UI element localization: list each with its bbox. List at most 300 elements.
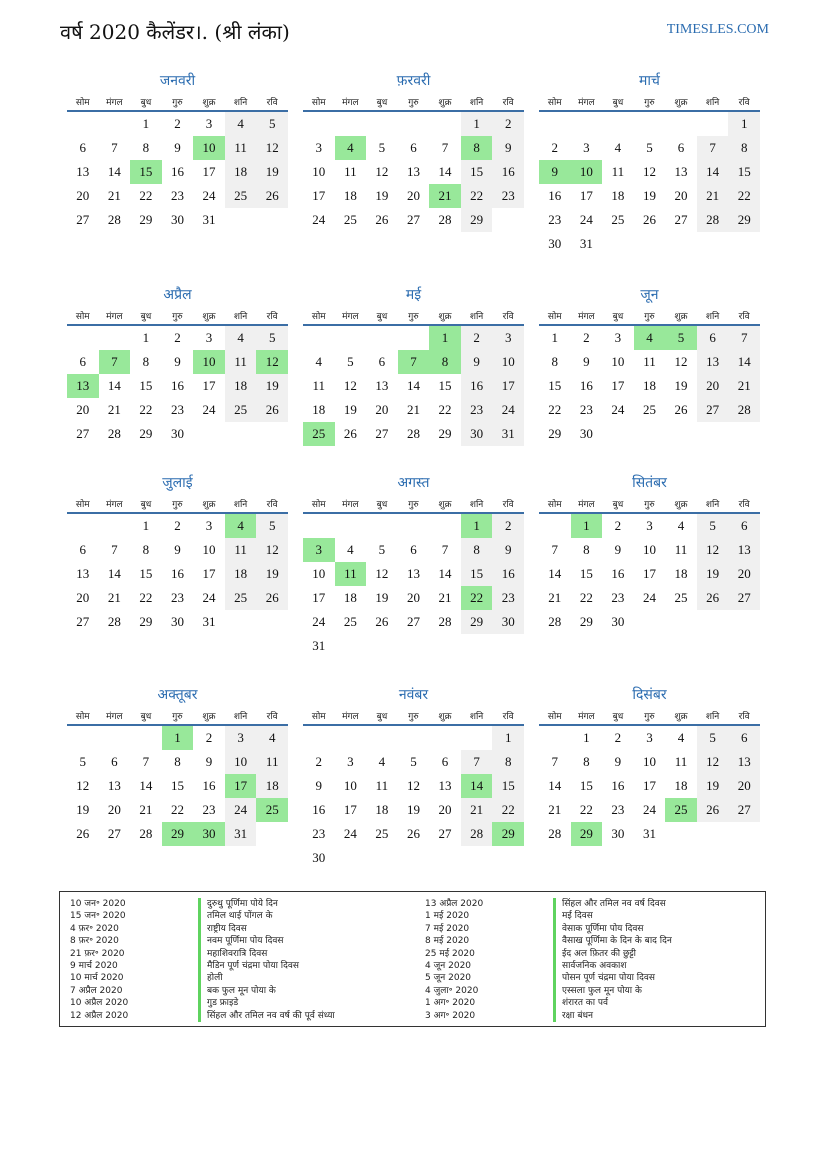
day-cell[interactable]: 3 [347, 754, 354, 769]
day-cell[interactable]: 11 [611, 164, 625, 179]
day-cell[interactable]: 10 [571, 160, 603, 184]
day-cell[interactable]: 5 [665, 325, 697, 350]
day-cell[interactable]: 19 [375, 590, 389, 605]
day-cell[interactable]: 30 [611, 614, 625, 629]
day-cell[interactable]: 2 [583, 330, 590, 345]
day-cell[interactable]: 28 [107, 212, 121, 227]
day-cell[interactable]: 27 [438, 826, 452, 841]
day-cell[interactable]: 1 [583, 730, 590, 745]
day-cell[interactable]: 29 [579, 614, 593, 629]
day-cell[interactable]: 30 [611, 826, 625, 841]
day-cell[interactable]: 26 [406, 826, 420, 841]
day-cell[interactable]: 28 [107, 426, 121, 441]
day-cell[interactable]: 21 [107, 590, 121, 605]
day-cell[interactable]: 15 [461, 562, 493, 586]
day-cell[interactable]: 25 [642, 402, 656, 417]
day-cell[interactable]: 1 [142, 116, 150, 131]
day-cell[interactable]: 16 [492, 562, 524, 586]
day-cell[interactable]: 25 [611, 212, 625, 227]
day-cell[interactable]: 23 [548, 212, 562, 227]
day-cell[interactable]: 24 [202, 402, 216, 417]
day-cell[interactable]: 3 [315, 140, 323, 155]
day-cell[interactable]: 23 [461, 398, 493, 422]
day-cell[interactable]: 18 [225, 562, 257, 586]
day-cell[interactable]: 29 [548, 426, 562, 441]
day-cell[interactable]: 24 [312, 212, 326, 227]
day-cell[interactable]: 1 [461, 111, 493, 136]
day-cell[interactable]: 7 [551, 542, 559, 557]
day-cell[interactable]: 31 [225, 822, 257, 846]
day-cell[interactable]: 26 [375, 212, 389, 227]
day-cell[interactable]: 3 [205, 518, 213, 533]
day-cell[interactable]: 31 [202, 614, 216, 629]
day-cell[interactable]: 7 [697, 136, 729, 160]
day-cell[interactable]: 30 [548, 236, 562, 251]
day-cell[interactable]: 6 [410, 542, 417, 557]
day-cell[interactable]: 17 [611, 378, 625, 393]
day-cell[interactable]: 22 [548, 402, 562, 417]
day-cell[interactable]: 10 [312, 566, 326, 581]
day-cell[interactable]: 26 [674, 402, 688, 417]
day-cell[interactable]: 20 [76, 188, 90, 203]
day-cell[interactable]: 18 [343, 590, 357, 605]
day-cell[interactable]: 21 [107, 188, 121, 203]
day-cell[interactable]: 13 [76, 566, 90, 581]
day-cell[interactable]: 18 [256, 774, 288, 798]
day-cell[interactable]: 24 [492, 398, 524, 422]
day-cell[interactable]: 4 [634, 325, 666, 350]
day-cell[interactable]: 9 [174, 542, 181, 557]
day-cell[interactable]: 13 [406, 566, 420, 581]
day-cell[interactable]: 3 [205, 116, 213, 131]
day-cell[interactable]: 7 [728, 325, 760, 350]
day-cell[interactable]: 30 [461, 422, 493, 446]
day-cell[interactable]: 2 [614, 730, 622, 745]
day-cell[interactable]: 21 [697, 184, 729, 208]
day-cell[interactable]: 15 [579, 566, 593, 581]
day-cell[interactable]: 15 [492, 774, 524, 798]
day-cell[interactable]: 2 [174, 116, 181, 131]
day-cell[interactable]: 4 [335, 136, 367, 160]
day-cell[interactable]: 13 [76, 164, 90, 179]
day-cell[interactable]: 9 [539, 160, 571, 184]
day-cell[interactable]: 22 [139, 402, 153, 417]
day-cell[interactable]: 11 [225, 538, 257, 562]
day-cell[interactable]: 6 [79, 140, 87, 155]
day-cell[interactable]: 25 [375, 826, 389, 841]
day-cell[interactable]: 22 [438, 402, 452, 417]
day-cell[interactable]: 27 [375, 426, 389, 441]
day-cell[interactable]: 11 [674, 542, 688, 557]
day-cell[interactable]: 23 [202, 802, 216, 817]
day-cell[interactable]: 8 [142, 354, 150, 369]
day-cell[interactable]: 5 [378, 140, 386, 155]
day-cell[interactable]: 14 [107, 378, 121, 393]
day-cell[interactable]: 5 [347, 354, 354, 369]
day-cell[interactable]: 14 [697, 160, 729, 184]
day-cell[interactable]: 23 [611, 802, 625, 817]
day-cell[interactable]: 11 [225, 136, 257, 160]
day-cell[interactable]: 16 [461, 374, 493, 398]
day-cell[interactable]: 30 [193, 822, 225, 846]
day-cell[interactable]: 25 [674, 590, 688, 605]
day-cell[interactable]: 22 [139, 590, 153, 605]
day-cell[interactable]: 3 [205, 330, 213, 345]
day-cell[interactable]: 1 [461, 513, 493, 538]
day-cell[interactable]: 2 [174, 518, 181, 533]
day-cell[interactable]: 19 [343, 402, 357, 417]
day-cell[interactable]: 12 [697, 538, 729, 562]
day-cell[interactable]: 19 [256, 374, 288, 398]
day-cell[interactable]: 15 [438, 378, 452, 393]
day-cell[interactable]: 27 [76, 212, 90, 227]
day-cell[interactable]: 25 [225, 398, 257, 422]
day-cell[interactable]: 3 [646, 518, 653, 533]
day-cell[interactable]: 24 [202, 590, 216, 605]
day-cell[interactable]: 2 [492, 513, 524, 538]
day-cell[interactable]: 8 [461, 136, 493, 160]
day-cell[interactable]: 23 [579, 402, 593, 417]
day-cell[interactable]: 8 [142, 542, 150, 557]
day-cell[interactable]: 30 [579, 426, 593, 441]
day-cell[interactable]: 21 [728, 374, 760, 398]
day-cell[interactable]: 5 [79, 754, 87, 769]
day-cell[interactable]: 20 [697, 374, 729, 398]
day-cell[interactable]: 19 [76, 802, 90, 817]
day-cell[interactable]: 15 [170, 778, 184, 793]
day-cell[interactable]: 14 [548, 566, 562, 581]
day-cell[interactable]: 20 [438, 802, 452, 817]
day-cell[interactable]: 8 [583, 754, 590, 769]
day-cell[interactable]: 26 [256, 586, 288, 610]
day-cell[interactable]: 31 [642, 826, 656, 841]
day-cell[interactable]: 3 [583, 140, 590, 155]
day-cell[interactable]: 18 [225, 160, 257, 184]
day-cell[interactable]: 7 [441, 140, 449, 155]
day-cell[interactable]: 5 [256, 513, 288, 538]
day-cell[interactable]: 5 [646, 140, 653, 155]
day-cell[interactable]: 22 [728, 184, 760, 208]
day-cell[interactable]: 28 [107, 614, 121, 629]
day-cell[interactable]: 20 [674, 188, 688, 203]
day-cell[interactable]: 21 [548, 590, 562, 605]
day-cell[interactable]: 15 [139, 566, 153, 581]
day-cell[interactable]: 6 [410, 140, 417, 155]
day-cell[interactable]: 6 [79, 542, 87, 557]
day-cell[interactable]: 6 [728, 513, 760, 538]
day-cell[interactable]: 10 [343, 778, 357, 793]
day-cell[interactable]: 3 [492, 325, 524, 350]
day-cell[interactable]: 4 [256, 725, 288, 750]
day-cell[interactable]: 12 [256, 350, 288, 374]
day-cell[interactable]: 16 [548, 188, 562, 203]
day-cell[interactable]: 29 [461, 208, 493, 232]
day-cell[interactable]: 13 [697, 350, 729, 374]
day-cell[interactable]: 29 [162, 822, 194, 846]
day-cell[interactable]: 15 [728, 160, 760, 184]
day-cell[interactable]: 31 [579, 236, 593, 251]
day-cell[interactable]: 30 [170, 614, 184, 629]
day-cell[interactable]: 17 [225, 774, 257, 798]
day-cell[interactable]: 13 [438, 778, 452, 793]
day-cell[interactable]: 5 [697, 513, 729, 538]
day-cell[interactable]: 18 [343, 188, 357, 203]
day-cell[interactable]: 8 [461, 538, 493, 562]
day-cell[interactable]: 14 [438, 566, 452, 581]
day-cell[interactable]: 7 [461, 750, 493, 774]
day-cell[interactable]: 28 [139, 826, 153, 841]
day-cell[interactable]: 13 [674, 164, 688, 179]
day-cell[interactable]: 6 [697, 325, 729, 350]
day-cell[interactable]: 22 [579, 590, 593, 605]
day-cell[interactable]: 10 [611, 354, 625, 369]
day-cell[interactable]: 19 [697, 562, 729, 586]
day-cell[interactable]: 18 [225, 374, 257, 398]
day-cell[interactable]: 7 [111, 542, 118, 557]
day-cell[interactable]: 15 [461, 160, 493, 184]
day-cell[interactable]: 18 [674, 566, 688, 581]
day-cell[interactable]: 31 [492, 422, 524, 446]
day-cell[interactable]: 5 [378, 542, 386, 557]
day-cell[interactable]: 20 [375, 402, 389, 417]
day-cell[interactable]: 21 [429, 184, 461, 208]
day-cell[interactable]: 30 [170, 426, 184, 441]
day-cell[interactable]: 2 [205, 730, 213, 745]
day-cell[interactable]: 28 [728, 398, 760, 422]
day-cell[interactable]: 13 [107, 778, 121, 793]
day-cell[interactable]: 7 [398, 350, 430, 374]
day-cell[interactable]: 26 [375, 614, 389, 629]
day-cell[interactable]: 11 [643, 354, 656, 369]
day-cell[interactable]: 11 [256, 750, 288, 774]
day-cell[interactable]: 27 [107, 826, 121, 841]
day-cell[interactable]: 14 [107, 566, 121, 581]
day-cell[interactable]: 6 [111, 754, 118, 769]
day-cell[interactable]: 25 [343, 614, 357, 629]
day-cell[interactable]: 9 [174, 140, 181, 155]
day-cell[interactable]: 25 [303, 422, 335, 446]
day-cell[interactable]: 20 [107, 802, 121, 817]
day-cell[interactable]: 2 [461, 325, 493, 350]
day-cell[interactable]: 13 [67, 374, 99, 398]
day-cell[interactable]: 8 [583, 542, 590, 557]
day-cell[interactable]: 24 [579, 212, 593, 227]
day-cell[interactable]: 14 [728, 350, 760, 374]
day-cell[interactable]: 8 [174, 754, 181, 769]
day-cell[interactable]: 8 [429, 350, 461, 374]
day-cell[interactable]: 11 [344, 164, 357, 179]
day-cell[interactable]: 14 [438, 164, 452, 179]
day-cell[interactable]: 19 [697, 774, 729, 798]
day-cell[interactable]: 24 [312, 614, 326, 629]
day-cell[interactable]: 11 [225, 350, 257, 374]
day-cell[interactable]: 23 [611, 590, 625, 605]
day-cell[interactable]: 7 [99, 350, 131, 374]
day-cell[interactable]: 5 [410, 754, 417, 769]
day-cell[interactable]: 27 [697, 398, 729, 422]
day-cell[interactable]: 16 [170, 566, 184, 581]
day-cell[interactable]: 24 [642, 802, 656, 817]
day-cell[interactable]: 10 [225, 750, 257, 774]
day-cell[interactable]: 18 [312, 402, 326, 417]
day-cell[interactable]: 27 [728, 798, 760, 822]
day-cell[interactable]: 12 [256, 538, 288, 562]
day-cell[interactable]: 19 [674, 378, 688, 393]
day-cell[interactable]: 21 [548, 802, 562, 817]
day-cell[interactable]: 26 [697, 586, 729, 610]
day-cell[interactable]: 15 [579, 778, 593, 793]
day-cell[interactable]: 23 [170, 188, 184, 203]
day-cell[interactable]: 4 [315, 354, 323, 369]
day-cell[interactable]: 22 [461, 586, 493, 610]
day-cell[interactable]: 12 [76, 778, 90, 793]
day-cell[interactable]: 23 [492, 586, 524, 610]
day-cell[interactable]: 14 [107, 164, 121, 179]
day-cell[interactable]: 19 [375, 188, 389, 203]
day-cell[interactable]: 7 [551, 754, 559, 769]
day-cell[interactable]: 6 [79, 354, 87, 369]
site-link[interactable]: TIMESLES.COM [666, 22, 769, 37]
day-cell[interactable]: 4 [225, 111, 257, 136]
day-cell[interactable]: 20 [406, 590, 420, 605]
day-cell[interactable]: 29 [139, 212, 153, 227]
day-cell[interactable]: 31 [312, 638, 326, 653]
day-cell[interactable]: 12 [343, 378, 357, 393]
day-cell[interactable]: 9 [583, 354, 590, 369]
day-cell[interactable]: 13 [375, 378, 389, 393]
day-cell[interactable]: 28 [461, 822, 493, 846]
day-cell[interactable]: 26 [642, 212, 656, 227]
day-cell[interactable]: 16 [170, 164, 184, 179]
day-cell[interactable]: 2 [614, 518, 622, 533]
day-cell[interactable]: 30 [170, 212, 184, 227]
day-cell[interactable]: 9 [614, 542, 622, 557]
day-cell[interactable]: 21 [139, 802, 153, 817]
day-cell[interactable]: 11 [312, 378, 326, 393]
day-cell[interactable]: 16 [492, 160, 524, 184]
day-cell[interactable]: 5 [256, 111, 288, 136]
day-cell[interactable]: 14 [548, 778, 562, 793]
day-cell[interactable]: 10 [492, 350, 524, 374]
day-cell[interactable]: 28 [438, 212, 452, 227]
day-cell[interactable]: 10 [202, 542, 216, 557]
day-cell[interactable]: 19 [256, 160, 288, 184]
day-cell[interactable]: 10 [642, 542, 656, 557]
day-cell[interactable]: 1 [142, 518, 150, 533]
day-cell[interactable]: 4 [347, 542, 354, 557]
day-cell[interactable]: 29 [571, 822, 603, 846]
day-cell[interactable]: 14 [406, 378, 420, 393]
day-cell[interactable]: 13 [728, 750, 760, 774]
day-cell[interactable]: 26 [256, 184, 288, 208]
day-cell[interactable]: 9 [205, 754, 213, 769]
day-cell[interactable]: 17 [202, 566, 216, 581]
day-cell[interactable]: 9 [492, 538, 524, 562]
day-cell[interactable]: 1 [551, 330, 559, 345]
day-cell[interactable]: 15 [139, 378, 153, 393]
day-cell[interactable]: 8 [492, 750, 524, 774]
day-cell[interactable]: 1 [492, 725, 524, 750]
day-cell[interactable]: 16 [202, 778, 216, 793]
day-cell[interactable]: 18 [375, 802, 389, 817]
day-cell[interactable]: 1 [162, 725, 194, 750]
day-cell[interactable]: 24 [642, 590, 656, 605]
day-cell[interactable]: 13 [406, 164, 420, 179]
day-cell[interactable]: 22 [170, 802, 184, 817]
day-cell[interactable]: 1 [728, 111, 760, 136]
day-cell[interactable]: 27 [406, 614, 420, 629]
day-cell[interactable]: 3 [646, 730, 653, 745]
day-cell[interactable]: 2 [315, 754, 323, 769]
day-cell[interactable]: 23 [170, 590, 184, 605]
day-cell[interactable]: 3 [303, 538, 335, 562]
day-cell[interactable]: 21 [461, 798, 493, 822]
day-cell[interactable]: 25 [343, 212, 357, 227]
day-cell[interactable]: 22 [579, 802, 593, 817]
day-cell[interactable]: 11 [375, 778, 389, 793]
day-cell[interactable]: 9 [492, 136, 524, 160]
day-cell[interactable]: 20 [728, 774, 760, 798]
day-cell[interactable]: 29 [438, 426, 452, 441]
day-cell[interactable]: 24 [343, 826, 357, 841]
day-cell[interactable]: 9 [315, 778, 323, 793]
day-cell[interactable]: 25 [256, 798, 288, 822]
day-cell[interactable]: 27 [674, 212, 688, 227]
day-cell[interactable]: 8 [142, 140, 150, 155]
day-cell[interactable]: 1 [429, 325, 461, 350]
day-cell[interactable]: 9 [174, 354, 181, 369]
day-cell[interactable]: 5 [697, 725, 729, 750]
day-cell[interactable]: 4 [677, 730, 685, 745]
day-cell[interactable]: 27 [406, 212, 420, 227]
day-cell[interactable]: 22 [139, 188, 153, 203]
day-cell[interactable]: 17 [312, 188, 326, 203]
day-cell[interactable]: 25 [665, 798, 697, 822]
day-cell[interactable]: 8 [551, 354, 559, 369]
day-cell[interactable]: 16 [579, 378, 593, 393]
day-cell[interactable]: 31 [202, 212, 216, 227]
day-cell[interactable]: 28 [548, 614, 562, 629]
day-cell[interactable]: 14 [139, 778, 153, 793]
day-cell[interactable]: 11 [674, 754, 688, 769]
day-cell[interactable]: 13 [728, 538, 760, 562]
day-cell[interactable]: 12 [375, 164, 389, 179]
day-cell[interactable]: 25 [225, 586, 257, 610]
day-cell[interactable]: 17 [492, 374, 524, 398]
day-cell[interactable]: 10 [193, 136, 225, 160]
day-cell[interactable]: 25 [225, 184, 257, 208]
day-cell[interactable]: 12 [642, 164, 656, 179]
day-cell[interactable]: 14 [461, 774, 493, 798]
day-cell[interactable]: 12 [256, 136, 288, 160]
day-cell[interactable]: 29 [461, 610, 493, 634]
day-cell[interactable]: 20 [76, 590, 90, 605]
day-cell[interactable]: 18 [611, 188, 625, 203]
day-cell[interactable]: 22 [461, 184, 493, 208]
day-cell[interactable]: 28 [548, 826, 562, 841]
day-cell[interactable]: 12 [697, 750, 729, 774]
day-cell[interactable]: 26 [256, 398, 288, 422]
day-cell[interactable]: 17 [579, 188, 593, 203]
day-cell[interactable]: 16 [611, 566, 625, 581]
day-cell[interactable]: 23 [170, 402, 184, 417]
day-cell[interactable]: 9 [461, 350, 493, 374]
day-cell[interactable]: 27 [728, 586, 760, 610]
day-cell[interactable]: 21 [438, 590, 452, 605]
day-cell[interactable]: 15 [548, 378, 562, 393]
day-cell[interactable]: 4 [677, 518, 685, 533]
day-cell[interactable]: 22 [492, 798, 524, 822]
